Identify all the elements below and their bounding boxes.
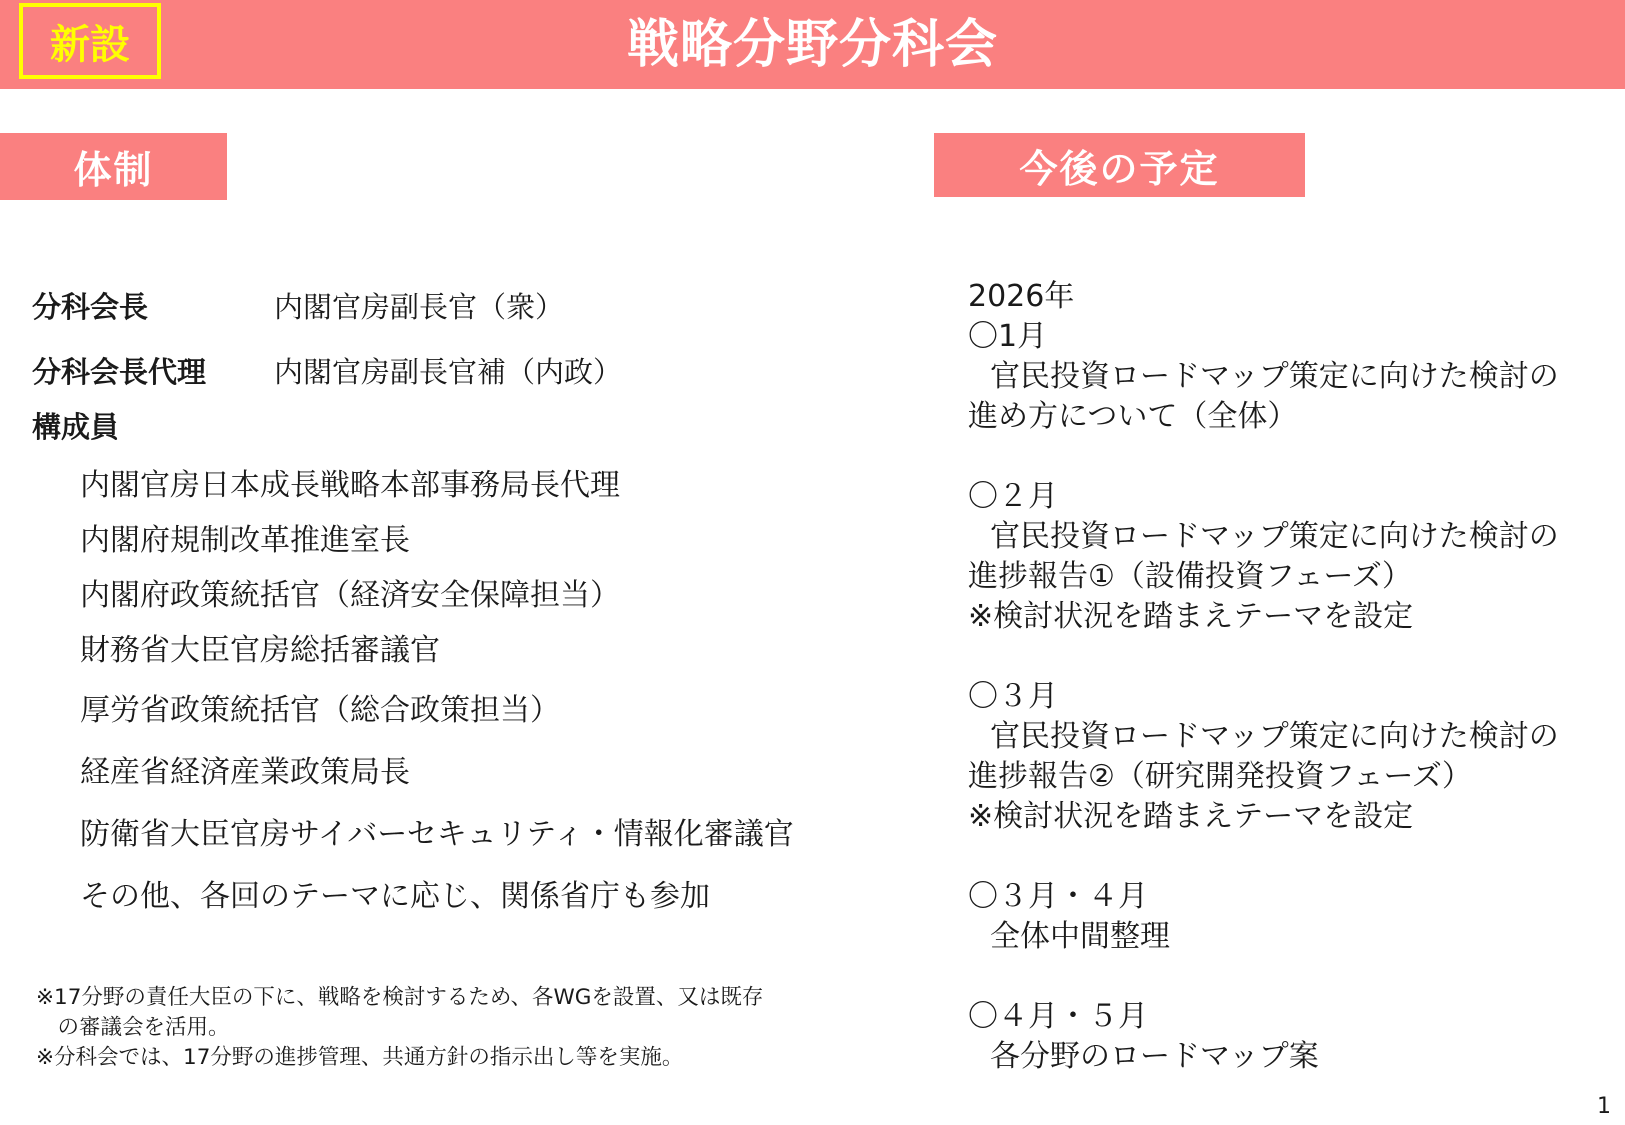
role-value: 内閣官房副長官（衆） bbox=[274, 290, 565, 324]
footnotes bbox=[36, 983, 836, 1073]
section-tab-schedule: 今後の予定 bbox=[934, 133, 1305, 197]
schedule-line: ※検討状況を踏まえテーマを設定 bbox=[968, 599, 1414, 634]
page-title: 戦略分野分科会 bbox=[626, 15, 998, 75]
new-badge: 新設 bbox=[19, 3, 161, 79]
schedule-line: 官民投資ロードマップ策定に向けた検討の bbox=[990, 719, 1559, 754]
footnote-line: ※分科会では、17分野の進捗管理、共通方針の指示出し等を実施。 bbox=[36, 1045, 684, 1070]
schedule-line: 官民投資ロードマップ策定に向けた検討の bbox=[990, 519, 1559, 554]
list-item: 内閣府政策統括官（経済安全保障担当） bbox=[80, 578, 620, 613]
page-number: 1 bbox=[1597, 1094, 1611, 1119]
schedule-year: 2026年 bbox=[968, 279, 1075, 314]
list-item: 内閣官房日本成長戦略本部事務局長代理 bbox=[80, 468, 620, 503]
schedule-line: 官民投資ロードマップ策定に向けた検討の bbox=[990, 359, 1559, 394]
role-row-chair bbox=[32, 285, 564, 326]
footnote-line: ※17分野の責任大臣の下に、戦略を検討するため、各WGを設置、又は既存 bbox=[36, 985, 764, 1010]
list-item: 内閣府規制改革推進室長 bbox=[80, 523, 410, 558]
schedule-month: 〇４月・５月 bbox=[968, 999, 1148, 1034]
schedule-month: 〇２月 bbox=[968, 479, 1058, 514]
role-label: 分科会長 bbox=[32, 290, 149, 324]
list-item: 経産省経済産業政策局長 bbox=[80, 755, 410, 790]
schedule-line: 進捗報告①（設備投資フェーズ） bbox=[968, 559, 1412, 594]
schedule-line: 全体中間整理 bbox=[990, 919, 1170, 954]
members-heading bbox=[32, 405, 274, 446]
role-value: 内閣官房副長官補（内政） bbox=[274, 355, 623, 389]
schedule-month: 〇1月 bbox=[968, 319, 1048, 354]
members-label: 構成員 bbox=[32, 410, 120, 444]
section-tab-structure: 体制 bbox=[0, 133, 227, 200]
schedule-month: 〇３月・４月 bbox=[968, 879, 1148, 914]
schedule-line: 進捗報告②（研究開発投資フェーズ） bbox=[968, 759, 1472, 794]
list-item: 厚労省政策統括官（総合政策担当） bbox=[80, 693, 560, 728]
role-row-deputy bbox=[32, 350, 622, 391]
schedule-line: 進め方について（全体） bbox=[968, 399, 1298, 434]
list-item: 財務省大臣官房総括審議官 bbox=[80, 633, 440, 668]
list-item: 防衛省大臣官房サイバーセキュリティ・情報化審議官 bbox=[80, 817, 794, 852]
schedule-line: ※検討状況を踏まえテーマを設定 bbox=[968, 799, 1414, 834]
footnote-line: の審議会を活用。 bbox=[36, 1015, 230, 1040]
role-label: 分科会長代理 bbox=[32, 355, 207, 389]
list-item: その他、各回のテーマに応じ、関係省庁も参加 bbox=[80, 879, 710, 914]
schedule-month: 〇３月 bbox=[968, 679, 1058, 714]
header-bar bbox=[0, 0, 1625, 89]
schedule-line: 各分野のロードマップ案 bbox=[990, 1039, 1319, 1074]
